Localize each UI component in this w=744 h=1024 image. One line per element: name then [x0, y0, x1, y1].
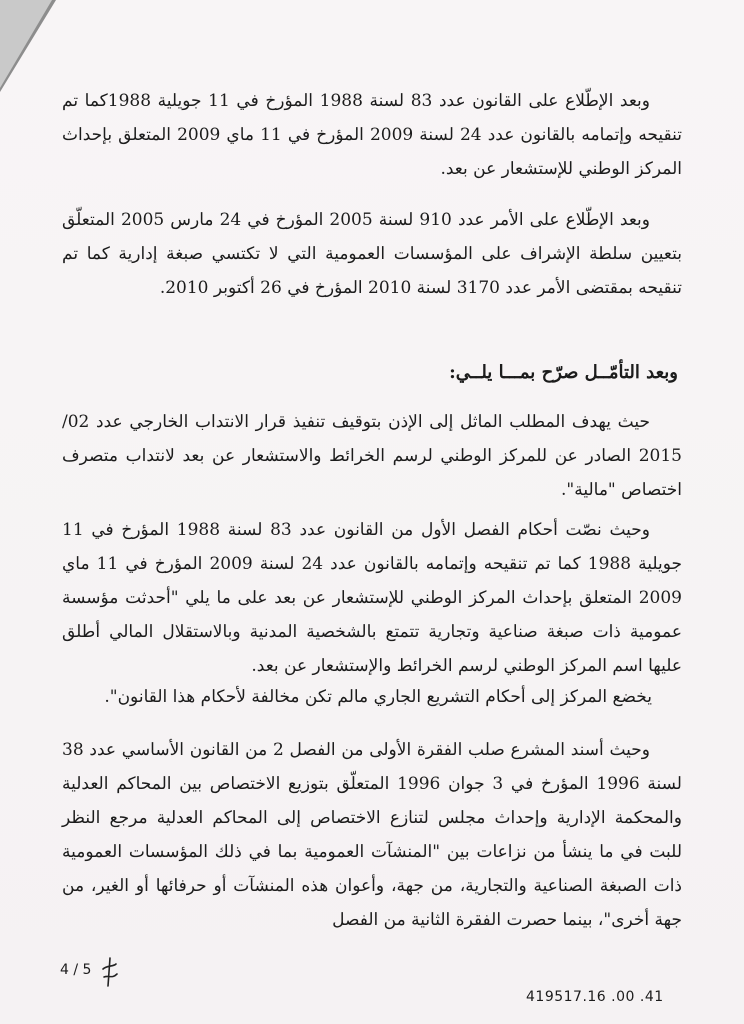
paragraph-2: وبعد الإطّلاع على الأمر عدد 910 لسنة 2005 المؤرخ في 24 مارس 2005 المتعلّق بتعيين سلطة الإشراف على المؤسسات العمومية التي لا تكتسي صبغة إدارية كما تم تنقيحه بمقتضى الأمر عدد 3170 لسنة 2010 المؤرخ في 26 أكتوبر 2010. [62, 210, 682, 298]
page-number: 4 / 5 [60, 962, 92, 978]
page-corner-fold-inner [0, 0, 52, 88]
paragraph-3: حيث يهدف المطلب الماثل إلى الإذن بتوقيف تنفيذ قرار الانتداب الخارجي عدد 02/ 2015 الصادر عن للمركز الوطني لرسم الخرائط والاستشعار عن بعد لانتداب متصرف اختصاص "مالية". [62, 412, 682, 500]
paragraph-4: وحيث نصّت أحكام الفصل الأول من القانون عدد 83 لسنة 1988 المؤرخ في 11 جويلية 1988 كما تم تنقيحه وإتمامه بالقانون عدد 24 لسنة 2009 المؤرخ في 11 ماي 2009 المتعلق بإحداث المركز الوطني للإستشعار عن بعد على ما يلي "أحدثت مؤسسة عمومية ذات صبغة صناعية وتجارية تتمتع بالشخصية المدنية وبالاستقلال المالي أطلق عليها اسم المركز الوطني لرسم الخرائط والإستشعار عن بعد. [62, 520, 682, 676]
document-reference-number: 419517.16 .00 .41 [526, 989, 664, 1005]
paragraph-1: وبعد الإطّلاع على القانون عدد 83 لسنة 1988 المؤرخ في 11 جويلية 1988كما تم تنقيحه وإتمامه بالقانون عدد 24 لسنة 2009 المؤرخ في 11 ماي 2009 المتعلق بإحداث المركز الوطني للإستشعار عن بعد. [62, 91, 682, 179]
paragraph-5: يخضع المركز إلى أحكام التشريع الجاري مالم تكن مخالفة لأحكام هذا القانون". [104, 687, 652, 707]
paragraph-6: وحيث أسند المشرع صلب الفقرة الأولى من الفصل 2 من القانون الأساسي عدد 38 لسنة 1996 المؤرخ في 3 جوان 1996 المتعلّق بتوزيع الاختصاص بين المحاكم العدلية والمحكمة الإدارية وإحداث مجلس لتنازع الاختصاص إلى المحاكم العدلية مرجع النظر للبت في ما ينشأ من نزاعات بين "المنشآت العمومية بما في ذلك المؤسسات العمومية ذات الصبغة الصناعية والتجارية، من جهة، وأعوان هذه المنشآت أو حرفائها أو الغير، من جهة أخرى"، بينما حصرت الفقرة الثانية من الفصل [62, 740, 682, 930]
handwritten-initial-signature [101, 957, 119, 987]
section-heading: وبعد التأمّــل صرّح بمـــا يلــي: [449, 362, 678, 383]
